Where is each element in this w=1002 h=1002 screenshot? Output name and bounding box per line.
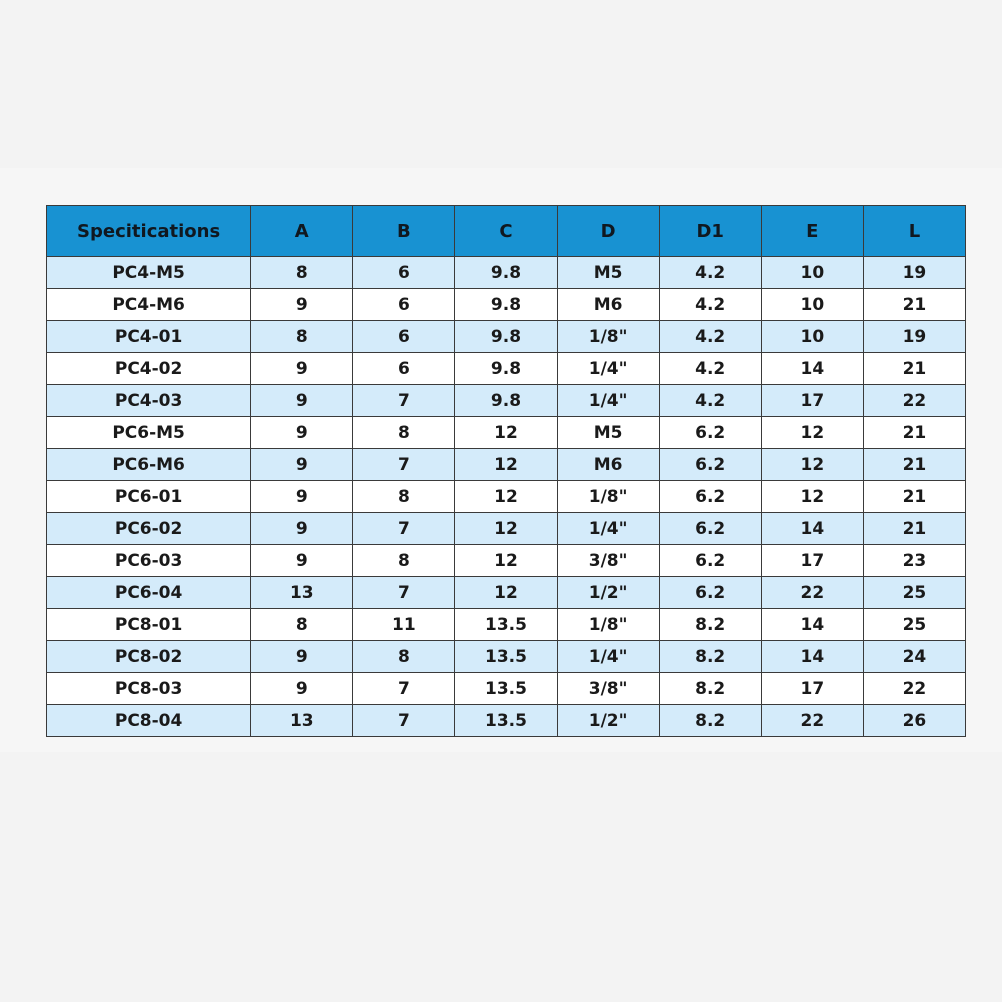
header-specifications: Specitications (47, 206, 251, 257)
value-cell: 11 (353, 609, 455, 641)
value-cell: M5 (557, 257, 659, 289)
model-cell: PC8-02 (47, 641, 251, 673)
model-cell: PC6-04 (47, 577, 251, 609)
value-cell: 1/8" (557, 321, 659, 353)
value-cell: 1/4" (557, 641, 659, 673)
table-row (47, 609, 966, 641)
table-row (47, 385, 966, 417)
model-cell: PC8-01 (47, 609, 251, 641)
table-row (47, 289, 966, 321)
value-cell: 9 (251, 513, 353, 545)
header-c: C (455, 206, 557, 257)
model-cell: PC6-M6 (47, 449, 251, 481)
value-cell: 6.2 (659, 577, 761, 609)
value-cell: 6 (353, 321, 455, 353)
value-cell: 21 (863, 353, 965, 385)
value-cell: 17 (761, 545, 863, 577)
header-b: B (353, 206, 455, 257)
model-cell: PC6-M5 (47, 417, 251, 449)
table-row (47, 257, 966, 289)
header-a: A (251, 206, 353, 257)
value-cell: 1/8" (557, 609, 659, 641)
value-cell: 7 (353, 705, 455, 737)
value-cell: 21 (863, 513, 965, 545)
value-cell: 12 (455, 481, 557, 513)
value-cell: 8 (353, 481, 455, 513)
value-cell: 19 (863, 321, 965, 353)
model-cell: PC6-01 (47, 481, 251, 513)
value-cell: 7 (353, 513, 455, 545)
value-cell: 4.2 (659, 321, 761, 353)
value-cell: 1/4" (557, 353, 659, 385)
value-cell: 13.5 (455, 641, 557, 673)
value-cell: 25 (863, 577, 965, 609)
value-cell: 12 (455, 577, 557, 609)
value-cell: 1/8" (557, 481, 659, 513)
value-cell: 10 (761, 289, 863, 321)
model-cell: PC8-03 (47, 673, 251, 705)
value-cell: 7 (353, 673, 455, 705)
value-cell: 12 (455, 513, 557, 545)
model-cell: PC6-03 (47, 545, 251, 577)
value-cell: 9 (251, 481, 353, 513)
value-cell: 22 (863, 673, 965, 705)
value-cell: M5 (557, 417, 659, 449)
value-cell: 9 (251, 417, 353, 449)
model-cell: PC6-02 (47, 513, 251, 545)
value-cell: 8 (251, 321, 353, 353)
value-cell: 17 (761, 673, 863, 705)
table-header (47, 206, 966, 257)
value-cell: 14 (761, 609, 863, 641)
value-cell: 6 (353, 353, 455, 385)
table-row (47, 417, 966, 449)
value-cell: 17 (761, 385, 863, 417)
value-cell: 6 (353, 289, 455, 321)
value-cell: 3/8" (557, 673, 659, 705)
table-row (47, 673, 966, 705)
value-cell: 8 (353, 641, 455, 673)
value-cell: 9 (251, 289, 353, 321)
table-row (47, 449, 966, 481)
value-cell: 1/2" (557, 705, 659, 737)
value-cell: 9.8 (455, 385, 557, 417)
header-d1: D1 (659, 206, 761, 257)
table-row (47, 353, 966, 385)
value-cell: 6.2 (659, 481, 761, 513)
value-cell: 6.2 (659, 545, 761, 577)
table-row (47, 577, 966, 609)
value-cell: 9.8 (455, 353, 557, 385)
value-cell: 10 (761, 257, 863, 289)
value-cell: 1/4" (557, 385, 659, 417)
value-cell: 9 (251, 353, 353, 385)
header-l: L (863, 206, 965, 257)
value-cell: 9.8 (455, 321, 557, 353)
value-cell: 8.2 (659, 705, 761, 737)
header-row (47, 206, 966, 257)
value-cell: 13 (251, 577, 353, 609)
value-cell: 8 (353, 417, 455, 449)
value-cell: 10 (761, 321, 863, 353)
value-cell: 21 (863, 289, 965, 321)
value-cell: 14 (761, 513, 863, 545)
table-row (47, 321, 966, 353)
value-cell: 26 (863, 705, 965, 737)
value-cell: 9 (251, 449, 353, 481)
value-cell: 13.5 (455, 609, 557, 641)
value-cell: 12 (455, 545, 557, 577)
value-cell: 22 (761, 705, 863, 737)
value-cell: 12 (761, 481, 863, 513)
value-cell: 4.2 (659, 353, 761, 385)
value-cell: 8 (251, 609, 353, 641)
value-cell: 21 (863, 449, 965, 481)
model-cell: PC4-02 (47, 353, 251, 385)
model-cell: PC4-01 (47, 321, 251, 353)
value-cell: 9 (251, 385, 353, 417)
value-cell: 12 (761, 449, 863, 481)
value-cell: 13 (251, 705, 353, 737)
value-cell: 9 (251, 545, 353, 577)
value-cell: 13.5 (455, 705, 557, 737)
value-cell: 9.8 (455, 257, 557, 289)
value-cell: 6.2 (659, 417, 761, 449)
value-cell: 6.2 (659, 513, 761, 545)
value-cell: 6 (353, 257, 455, 289)
value-cell: 4.2 (659, 257, 761, 289)
value-cell: 1/4" (557, 513, 659, 545)
model-cell: PC8-04 (47, 705, 251, 737)
model-cell: PC4-M6 (47, 289, 251, 321)
value-cell: M6 (557, 449, 659, 481)
value-cell: 9.8 (455, 289, 557, 321)
specifications-table (46, 205, 966, 737)
value-cell: 1/2" (557, 577, 659, 609)
value-cell: 21 (863, 417, 965, 449)
value-cell: 7 (353, 449, 455, 481)
value-cell: 12 (455, 449, 557, 481)
table-body (47, 257, 966, 737)
value-cell: 19 (863, 257, 965, 289)
header-d: D (557, 206, 659, 257)
table-row (47, 705, 966, 737)
value-cell: 7 (353, 385, 455, 417)
table-row (47, 513, 966, 545)
value-cell: 25 (863, 609, 965, 641)
value-cell: 21 (863, 481, 965, 513)
value-cell: 4.2 (659, 385, 761, 417)
table-row (47, 481, 966, 513)
value-cell: 14 (761, 641, 863, 673)
value-cell: 23 (863, 545, 965, 577)
value-cell: 8 (251, 257, 353, 289)
value-cell: M6 (557, 289, 659, 321)
value-cell: 22 (863, 385, 965, 417)
value-cell: 8.2 (659, 641, 761, 673)
value-cell: 7 (353, 577, 455, 609)
value-cell: 9 (251, 641, 353, 673)
model-cell: PC4-03 (47, 385, 251, 417)
value-cell: 22 (761, 577, 863, 609)
table-row (47, 545, 966, 577)
model-cell: PC4-M5 (47, 257, 251, 289)
value-cell: 14 (761, 353, 863, 385)
header-e: E (761, 206, 863, 257)
value-cell: 12 (455, 417, 557, 449)
value-cell: 3/8" (557, 545, 659, 577)
value-cell: 8.2 (659, 609, 761, 641)
value-cell: 9 (251, 673, 353, 705)
value-cell: 24 (863, 641, 965, 673)
value-cell: 13.5 (455, 673, 557, 705)
value-cell: 12 (761, 417, 863, 449)
value-cell: 4.2 (659, 289, 761, 321)
value-cell: 8 (353, 545, 455, 577)
value-cell: 6.2 (659, 449, 761, 481)
value-cell: 8.2 (659, 673, 761, 705)
table-row (47, 641, 966, 673)
